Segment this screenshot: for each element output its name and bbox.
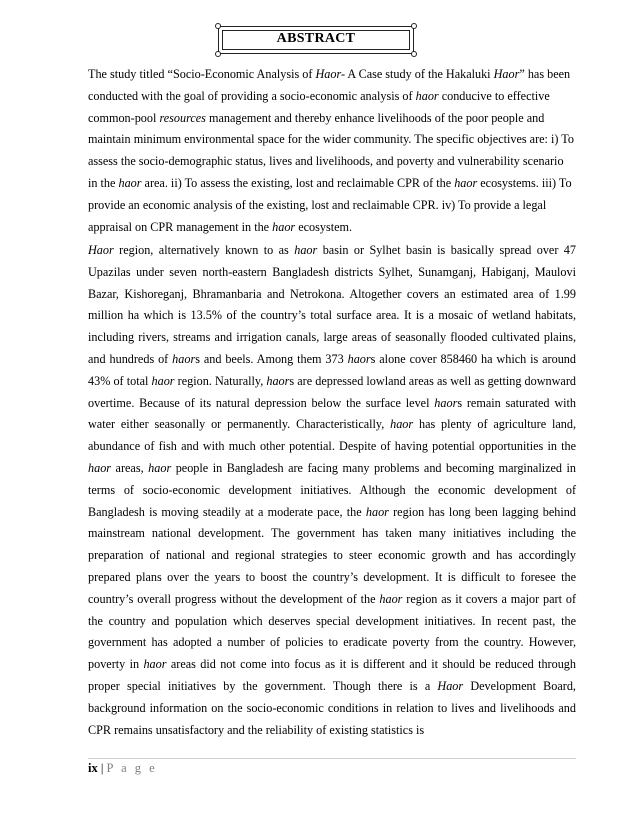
italic-term: haor: [88, 460, 112, 475]
text-run: s are depressed lowland areas as well as getting downward overtime. Because of its natural depression below the surface level: [88, 373, 576, 410]
italic-term: haor: [151, 373, 175, 388]
italic-term: haor: [347, 351, 371, 366]
text-run: area. ii) To assess the existing, lost and reclaimable CPR of the: [141, 175, 455, 190]
italic-term: resources: [159, 110, 206, 125]
italic-term: haor: [172, 351, 196, 366]
text-run: s remain saturated with water either seasonally or permanently. Characteristically,: [88, 395, 576, 432]
italic-term: haor: [118, 175, 142, 190]
page-title: ABSTRACT: [276, 31, 356, 46]
page-word: P a g e: [106, 761, 158, 775]
page-separator: |: [97, 761, 107, 775]
text-run: The study titled “Socio-Economic Analysis of: [88, 67, 316, 81]
italic-term: Haor: [493, 67, 520, 81]
italic-term: haor: [266, 373, 290, 388]
italic-term: haor: [148, 460, 172, 475]
text-run: areas,: [111, 460, 149, 475]
text-run: management and thereby enhance livelihoods of the poor people and maintain minimum environmental space for the wider community. The specific objectives are: i) To assess the socio-demographic status, lives and livelihoods, and poverty and vulnerability scenario in the: [88, 110, 574, 190]
text-run: s alone cover 858460 ha which is around 43% of total: [88, 351, 576, 388]
footer-divider: [88, 758, 576, 759]
text-run: ecosystems. iii) To provide an economic analysis of the existing, lost and reclaimable CPR. iv) To provide a legal appraisal on CPR management in the: [88, 175, 572, 234]
banner-curl-top-right-icon: [411, 23, 417, 29]
text-run: people in Bangladesh are facing many problems and becoming marginalized in terms of socio-economic development initiatives. Although the economic development of Bangladesh is moving steadily at a moderate pace, the: [88, 460, 577, 519]
text-run: region, alternatively known to as: [113, 243, 295, 257]
italic-term: haor: [434, 395, 458, 410]
text-run: conducive to effective common-pool: [88, 88, 550, 125]
italic-term: haor: [272, 219, 296, 234]
text-run: basin or Sylhet basin is basically spread over 47 Upazilas under seven north-eastern Bangladesh districts Sylhet, Sunamganj, Habiganj, Maulovi Bazar, Kishoreganj, Bhramanbaria and Netrokona. Altogether covers an estimated area of 1.99 million ha which is 13.5% of the country’s total surface area. It is a mosaic of wetland habitats, including rivers, streams and irrigation canals, large areas of seasonally flooded cultivated plains, and hundreds of: [88, 243, 576, 366]
text-run: region. Naturally,: [174, 373, 267, 388]
text-run: has plenty of agriculture land, abundance of fish and with much other potential. Despite of having potential opportunities in the: [88, 417, 576, 454]
text-run: A Case study of the Hakaluki: [345, 67, 494, 81]
page-footer: [88, 761, 157, 776]
page-number: ix: [88, 761, 98, 775]
banner-curl-top-left-icon: [215, 23, 221, 29]
italic-term: Haor: [88, 243, 114, 257]
italic-term: haor: [143, 657, 167, 672]
italic-term: haor: [379, 591, 403, 606]
text-run: region as it covers a major part of the country and population which deserves special development initiatives. In recent past, the government has adopted a number of policies to eradicate poverty from the country. However, poverty in: [88, 591, 576, 672]
banner-curl-bottom-left-icon: [215, 51, 221, 57]
italic-term: haor: [365, 504, 389, 519]
italic-term: haor: [415, 88, 439, 103]
text-run: ” has been conducted with the goal of providing a socio-economic analysis of: [88, 67, 571, 103]
text-run: areas did not come into focus as it is different and it should be reduced through proper special initiatives by the government. Though there is a: [88, 657, 576, 693]
text-run: Development Board, background information on the socio-economic conditions in relation to lives and livelihoods and CPR remains unsatisfactory and the reliability of existing statistics is: [88, 678, 576, 737]
text-run: ecosystem.: [295, 219, 353, 234]
abstract-paragraph-1: [88, 64, 576, 238]
abstract-heading-banner: [218, 26, 414, 54]
abstract-paragraph-2: [88, 240, 576, 741]
text-run: region has long been lagging behind mainstream national development. The government has taken many initiatives including the preparation of national and regional strategies to steer economic growth and has accordingly prepared plans over the years to boost the country’s development. It is difficult to foresee the country’s overall progress without the development of the: [88, 504, 576, 606]
italic-term: Haor-: [315, 67, 346, 81]
italic-term: haor: [294, 243, 318, 257]
italic-term: Haor: [437, 678, 464, 693]
text-run: s and beels. Among them 373: [195, 351, 348, 366]
italic-term: haor: [390, 417, 414, 432]
banner-curl-bottom-right-icon: [411, 51, 417, 57]
italic-term: haor: [454, 175, 478, 190]
